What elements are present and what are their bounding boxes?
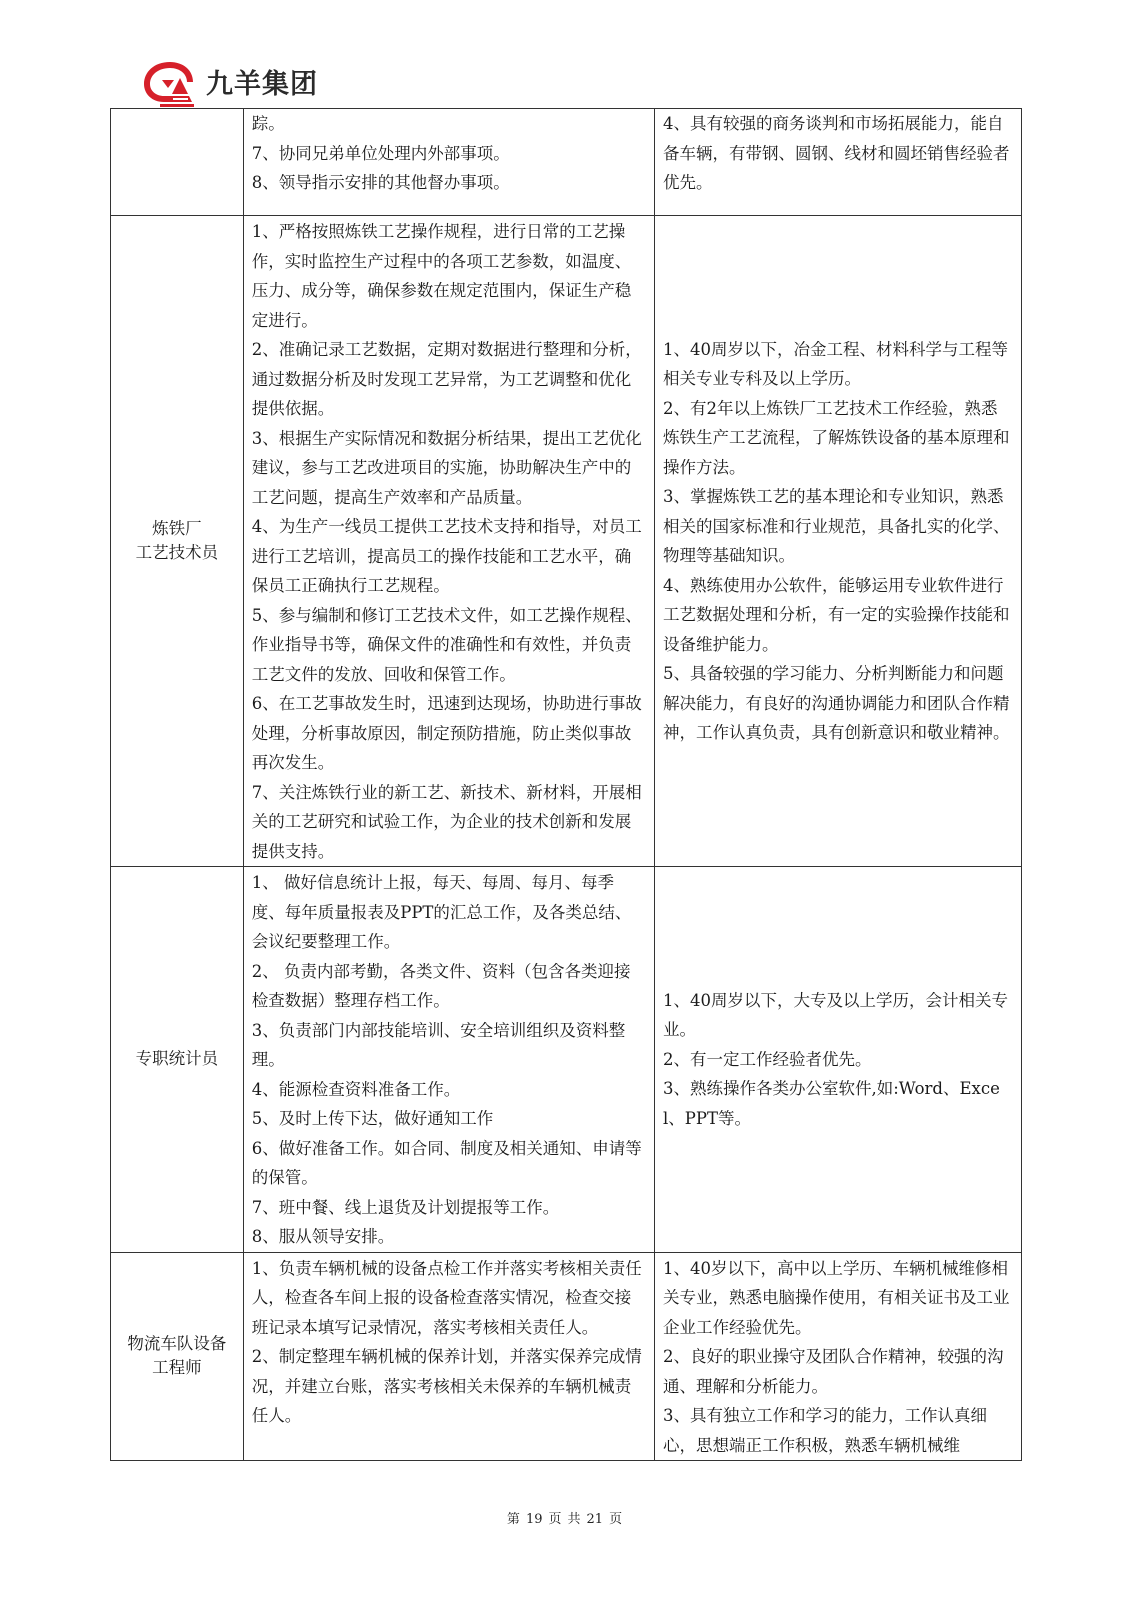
duty-item: 7、关注炼铁行业的新工艺、新技术、新材料，开展相关的工艺研究和试验工作，为企业的技术创新和发展提供支持。 xyxy=(251,782,642,861)
duty-item: 7、协同兄弟单位处理内外部事项。 xyxy=(251,143,510,163)
requirement-item: 3、掌握炼铁工艺的基本理论和专业知识，熟悉相关的国家标准和行业规范，具备扎实的化学、物理等基础知识。 xyxy=(662,487,1010,565)
table-row xyxy=(111,216,1022,867)
duty-item: 6、在工艺事故发生时，迅速到达现场，协助进行事故处理，分析事故原因，制定预防措施，防止类似事故再次发生。 xyxy=(251,694,642,772)
page-number: 19 xyxy=(525,1512,543,1527)
requirement-item: 4、具有较强的商务谈判和市场拓展能力，能自备车辆，有带钢、圆钢、线材和圆坯销售经验者优先。 xyxy=(662,114,1010,192)
duty-item: 8、领导指示安排的其他督办事项。 xyxy=(251,173,510,192)
duty-item: 1、负责车辆机械的设备点检工作并落实考核相关责任人，检查各车间上报的设备检查落实情况，检查交接班记录本填写记录情况，落实考核相关责任人。 xyxy=(251,1258,642,1337)
page-header xyxy=(140,50,1020,110)
duty-item: 8、服从领导安排。 xyxy=(251,1227,395,1246)
requirement-item: 2、有一定工作经验者优先。 xyxy=(662,1049,872,1069)
duties-cell xyxy=(243,216,654,867)
duties-cell xyxy=(243,1252,654,1461)
position-cell xyxy=(111,867,244,1253)
duty-item: 3、根据生产实际情况和数据分析结果，提出工艺优化建议，参与工艺改进项目的实施，协助解决生产中的工艺问题，提高生产效率和产品质量。 xyxy=(251,428,642,507)
duty-item: 2、 负责内部考勤，各类文件、资料（包含各类迎接检查数据）整理存档工作。 xyxy=(251,961,631,1010)
total-pages: 21 xyxy=(586,1512,604,1527)
page-footer xyxy=(0,1508,1129,1527)
requirements-cell xyxy=(654,867,1021,1253)
requirement-item: 2、有2年以上炼铁厂工艺技术工作经验，熟悉炼铁生产工艺流程，了解炼铁设备的基本原理和操作方法。 xyxy=(662,398,1010,477)
duty-item: 2、制定整理车辆机械的保养计划，并落实保养完成情况，并建立台账，落实考核相关未保养的车辆机械责任人。 xyxy=(251,1347,642,1425)
duty-item: 4、为生产一线员工提供工艺技术支持和指导，对员工进行工艺培训，提高员工的操作技能和工艺水平，确保员工正确执行工艺规程。 xyxy=(251,517,642,595)
position-title: 物流车队设备 xyxy=(127,1334,227,1354)
duty-item: 5、及时上传下达，做好通知工作 xyxy=(251,1109,494,1128)
table-row xyxy=(111,867,1022,1253)
duty-item: 7、班中餐、线上退货及计划提报等工作。 xyxy=(251,1197,560,1217)
duty-item: 4、能源检查资料准备工作。 xyxy=(251,1079,461,1099)
duty-item: 2、准确记录工艺数据，定期对数据进行整理和分析，通过数据分析及时发现工艺异常，为工艺调整和优化提供依据。 xyxy=(251,340,642,418)
position-cell xyxy=(111,109,244,216)
duty-item: 踪。 xyxy=(251,114,285,133)
position-title: 工程师 xyxy=(152,1358,202,1378)
position-cell xyxy=(111,1252,244,1461)
requirement-item: 2、良好的职业操守及团队合作精神，较强的沟通、理解和分析能力。 xyxy=(662,1347,1004,1396)
requirements-cell xyxy=(654,216,1021,867)
requirement-item: 1、40周岁以下，冶金工程、材料科学与工程等相关专业专科及以上学历。 xyxy=(662,339,1008,388)
duties-cell xyxy=(243,867,654,1253)
footer-total-word: 共 xyxy=(567,1512,581,1527)
footer-prefix: 第 xyxy=(506,1512,520,1527)
duty-item: 6、做好准备工作。如合同、制度及相关通知、申请等的保管。 xyxy=(251,1138,642,1187)
requirement-item: 1、40周岁以下，大专及以上学历，会计相关专业。 xyxy=(662,990,1008,1039)
table-row xyxy=(111,109,1022,216)
position-title: 炼铁厂 xyxy=(152,519,202,538)
job-table xyxy=(110,108,1022,1461)
brand-name: 九羊集团 xyxy=(206,69,318,100)
position-cell xyxy=(111,216,244,867)
duties-cell xyxy=(243,109,654,216)
duty-item: 5、参与编制和修订工艺技术文件，如工艺操作规程、作业指导书等，确保文件的准确性和有效性，并负责工艺文件的发放、回收和保管工作。 xyxy=(251,605,642,684)
position-title: 专职统计员 xyxy=(135,1049,219,1069)
requirement-item: 3、熟练操作各类办公室软件,如:Word、Excel、PPT等。 xyxy=(662,1079,1000,1128)
duty-item: 1、严格按照炼铁工艺操作规程，进行日常的工艺操作，实时监控生产过程中的各项工艺参数，如温度、压力、成分等，确保参数在规定范围内，保证生产稳定进行。 xyxy=(251,222,632,330)
duty-item: 3、负责部门内部技能培训、安全培训组织及资料整理。 xyxy=(251,1020,626,1069)
requirements-cell xyxy=(654,109,1021,216)
requirement-item: 1、40岁以下，高中以上学历、车辆机械维修相关专业，熟悉电脑操作使用，有相关证书及工业企业工作经验优先。 xyxy=(662,1258,1010,1337)
requirement-item: 3、具有独立工作和学习的能力，工作认真细心，思想端正工作积极，熟悉车辆机械维 xyxy=(662,1406,987,1455)
table-row xyxy=(111,1252,1022,1461)
requirement-item: 5、具备较强的学习能力、分析判断能力和问题解决能力，有良好的沟通协调能力和团队合作精神，工作认真负责，具有创新意识和敬业精神。 xyxy=(662,664,1010,742)
requirements-cell xyxy=(654,1252,1021,1461)
duty-item: 1、 做好信息统计上报，每天、每周、每月、每季度、每年质量报表及PPT的汇总工作，及各类总结、会议纪要整理工作。 xyxy=(251,873,632,951)
jiuyang-logo-icon xyxy=(140,56,204,108)
position-title: 工艺技术员 xyxy=(135,543,219,562)
requirement-item: 4、熟练使用办公软件，能够运用专业软件进行工艺数据处理和分析，有一定的实验操作技能和设备维护能力。 xyxy=(662,575,1010,654)
footer-page-word: 页 xyxy=(548,1512,562,1527)
footer-suffix: 页 xyxy=(609,1512,623,1527)
